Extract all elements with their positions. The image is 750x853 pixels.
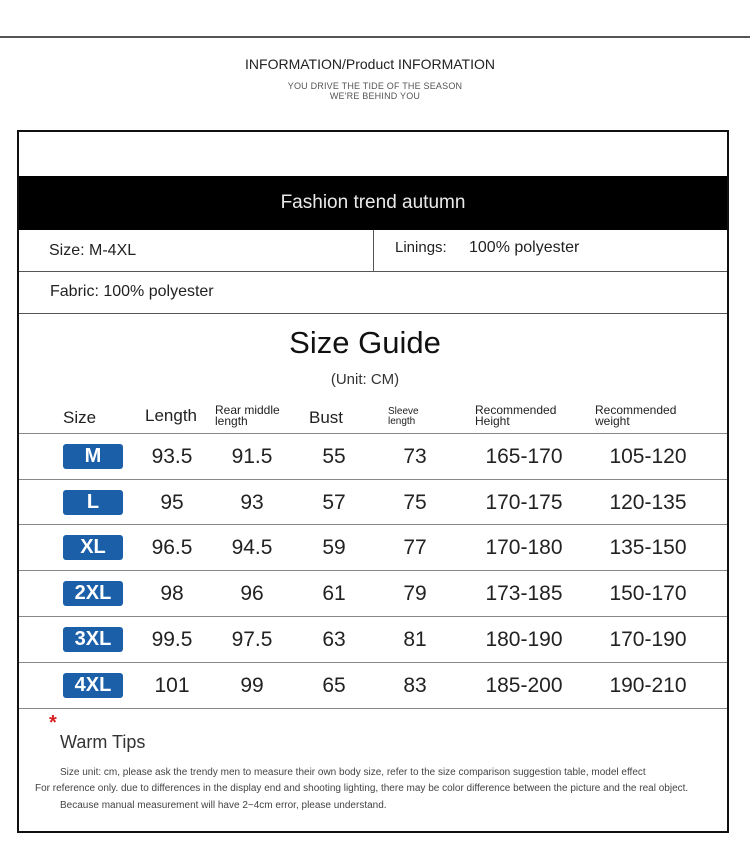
size-range: Size: M-4XL bbox=[49, 242, 137, 259]
cell-rear-middle: 99 bbox=[240, 674, 264, 697]
fabric-info: Fabric: 100% polyester bbox=[50, 283, 214, 300]
tip-line-1: Size unit: cm, please ask the trendy men to measure their own body size, refer to the size comparison suggestion table, model effect bbox=[60, 767, 646, 778]
page-title: INFORMATION/Product INFORMATION bbox=[245, 56, 495, 72]
table-row bbox=[19, 479, 727, 525]
size-badge: 4XL bbox=[63, 673, 123, 698]
cell-bust: 65 bbox=[322, 674, 346, 697]
size-guide-title: Size Guide bbox=[289, 325, 441, 360]
size-badge: 3XL bbox=[63, 627, 123, 652]
cell-length: 101 bbox=[154, 674, 190, 697]
col-head-size: Size bbox=[63, 408, 97, 427]
warm-tips-title: Warm Tips bbox=[60, 732, 146, 752]
cell-height: 170-180 bbox=[485, 536, 563, 559]
cell-sleeve: 83 bbox=[403, 674, 427, 697]
fashion-banner: Fashion trend autumn bbox=[19, 176, 727, 230]
cell-weight: 170-190 bbox=[609, 628, 687, 651]
tagline-line-1: YOU DRIVE THE TIDE OF THE SEASON bbox=[287, 81, 463, 91]
cell-rear-middle: 91.5 bbox=[231, 445, 273, 468]
cell-bust: 63 bbox=[322, 628, 346, 651]
info-divider bbox=[373, 230, 374, 271]
col-head-sleeve-line-1: Sleeve bbox=[388, 406, 419, 417]
col-head-weight bbox=[595, 405, 676, 427]
cell-weight: 150-170 bbox=[609, 582, 687, 605]
col-head-rear-middle bbox=[215, 405, 280, 427]
col-head-sleeve-line-2: length bbox=[388, 416, 416, 427]
cell-rear-middle: 97.5 bbox=[231, 628, 273, 651]
tagline bbox=[0, 81, 750, 101]
size-badge: 2XL bbox=[63, 581, 123, 606]
table-row bbox=[19, 616, 727, 662]
top-rule bbox=[0, 36, 750, 38]
cell-weight: 190-210 bbox=[609, 674, 687, 697]
col-head-length: Length bbox=[145, 406, 197, 425]
info-row-fabric bbox=[19, 272, 727, 314]
col-head-bust: Bust bbox=[309, 408, 344, 427]
tip-line-2: For reference only. due to differences in the display end and shooting lighting, there may be color difference between the picture and the real object. bbox=[35, 783, 689, 794]
cell-sleeve: 73 bbox=[403, 445, 427, 468]
col-head-rear-middle-line-2: length bbox=[215, 414, 248, 428]
table-row bbox=[19, 433, 727, 479]
cell-bust: 57 bbox=[322, 491, 346, 514]
cell-rear-middle: 94.5 bbox=[231, 536, 273, 559]
cell-height: 165-170 bbox=[485, 445, 563, 468]
col-head-weight-line-2: weight bbox=[595, 414, 630, 428]
cell-rear-middle: 93 bbox=[240, 491, 264, 514]
col-head-height-line-1: Recommended bbox=[475, 403, 557, 417]
size-badge: L bbox=[63, 490, 123, 515]
cell-length: 98 bbox=[160, 582, 184, 605]
size-badge: M bbox=[63, 444, 123, 469]
cell-bust: 59 bbox=[322, 536, 346, 559]
col-head-rear-middle-line-1: Rear middle bbox=[215, 403, 280, 417]
cell-weight: 135-150 bbox=[609, 536, 687, 559]
cell-weight: 120-135 bbox=[609, 491, 687, 514]
tagline-line-2: WE'RE BEHIND YOU bbox=[329, 91, 421, 101]
cell-length: 99.5 bbox=[151, 628, 193, 651]
cell-bust: 55 bbox=[322, 445, 346, 468]
cell-height: 180-190 bbox=[485, 628, 563, 651]
cell-sleeve: 81 bbox=[403, 628, 427, 651]
table-row bbox=[19, 570, 727, 616]
product-info-frame bbox=[17, 130, 729, 833]
cell-sleeve: 77 bbox=[403, 536, 427, 559]
tip-line-3: Because manual measurement will have 2~4cm error, please understand. bbox=[60, 800, 387, 811]
cell-length: 93.5 bbox=[151, 445, 193, 468]
size-guide-unit: (Unit: CM) bbox=[330, 371, 400, 388]
linings-label: Linings: bbox=[395, 239, 447, 256]
cell-sleeve: 75 bbox=[403, 491, 427, 514]
col-head-weight-line-1: Recommended bbox=[595, 403, 677, 417]
cell-height: 185-200 bbox=[485, 674, 563, 697]
cell-weight: 105-120 bbox=[609, 445, 687, 468]
cell-height: 173-185 bbox=[485, 582, 563, 605]
asterisk-icon: * bbox=[49, 712, 57, 734]
cell-bust: 61 bbox=[322, 582, 346, 605]
col-head-sleeve bbox=[388, 407, 419, 427]
cell-sleeve: 79 bbox=[403, 582, 427, 605]
info-row-size-linings bbox=[19, 230, 727, 272]
size-badge: XL bbox=[63, 535, 123, 560]
cell-length: 95 bbox=[160, 491, 184, 514]
cell-height: 170-175 bbox=[485, 491, 563, 514]
table-row bbox=[19, 524, 727, 570]
linings-value: 100% polyester bbox=[469, 239, 580, 256]
col-head-height bbox=[475, 405, 556, 427]
cell-length: 96.5 bbox=[151, 536, 193, 559]
cell-rear-middle: 96 bbox=[240, 582, 264, 605]
table-row bbox=[19, 662, 727, 709]
col-head-height-line-2: Height bbox=[475, 414, 510, 428]
